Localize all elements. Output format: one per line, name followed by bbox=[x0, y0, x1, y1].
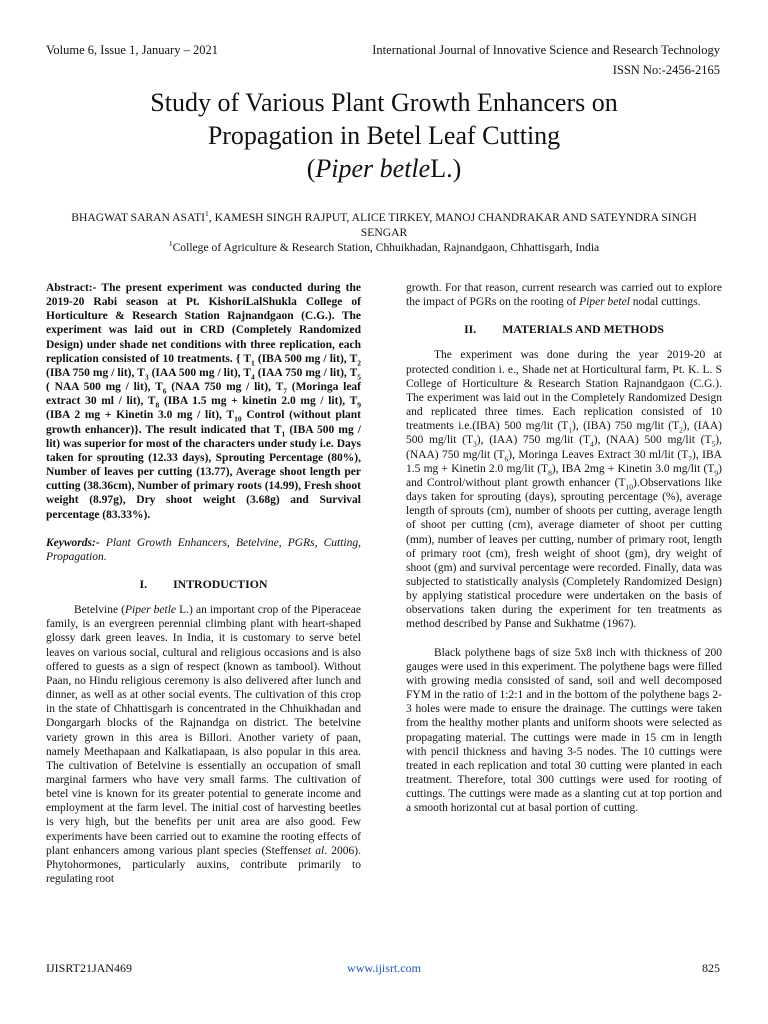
issn: ISSN No:-2456-2165 bbox=[612, 63, 720, 77]
journal-website-link[interactable]: www.ijisrt.com bbox=[347, 961, 421, 975]
journal-name: International Journal of Innovative Science and Research Technology bbox=[372, 43, 720, 57]
title-line-3: (Piper betleL.) bbox=[306, 154, 462, 183]
paper-title bbox=[40, 86, 728, 185]
methods-paragraph-2: Black polythene bags of size 5x8 inch with thickness of 200 gauges were used in this experiment. The polythene bags were filled with growing media consisted of sand, soil and well decomposed FYM in the ratio of 1:2:1 and in the bottom of the polythene bags 2-3 holes were made to ensure the drainage. The cuttings were taken from the healthy mother plants and uniform shoots were selected as propagating material. The cuttings were made in 15 cm in length with pencil thickness and having 3-5 nodes. The 10 cuttings were treated in each replication and total 30 cutting were planted in each treatment. Therefore, total 300 cuttings were used for rooting of cuttings. The cuttings were made as a slanting cut at top portion and a smooth horizontal cut at basal portion of cutting. bbox=[406, 646, 722, 815]
title-species: Piper betle bbox=[315, 154, 431, 183]
introduction-paragraph: Betelvine (Piper betle L.) an important crop of the Piperaceae family, is an evergreen perennial climbing plant with heart-shaped glossy dark green leaves. In India, it is customary to serve betel leaves on various social, cultural and religious occasions and is also offered to guests as a sign of respect (known as tambool). Without Paan, no Hindu religious ceremony is also delivered after lunch and dinner, as well as at other social events. The cultivation of this crop in the state of Chhattisgarh is concentrated in the Chhuikhadan and Dongargarh blocks of the Rajnandga on district. The betelvine variety grown in this area is Billori. Another variety of paan, namely Meethapaan and Kalkatiapaan, is also popular in this area. The cultivation of Betelvine is essentially an occupation of small marginal farmers who have very small farms. The cultivation of betel vine is known for its greater potential to generate income and employment at the farm level. The initial cost of harvesting beetles is very high, but the benefits per unit area are also good. Few experiments have been carried out to examine the rooting effects of plant enhancers among various plant species (Steffenset al. 2006). Phytohormones, particularly auxins, contribute primarily to regulating root bbox=[46, 604, 361, 886]
page-number: 825 bbox=[702, 961, 720, 975]
title-line-2: Propagation in Betel Leaf Cutting bbox=[207, 121, 561, 150]
affiliation: $^1$College of Agriculture & Research Station, Chhuikhadan, Rajnandgaon, Chhattisgarh, India bbox=[168, 239, 600, 254]
section-heading-materials-methods: II. MATERIALS AND METHODS bbox=[464, 322, 664, 337]
abstract: Abstract:- The present experiment was conducted during the 2019-20 Rabi season at Pt. KishoriLalShukla College of Horticulture & Research Station Rajnandgaon (C.G.). The experiment was laid out in CRD (Completely Randomized Design) under shade net conditions with three replication, each replication consisted of 10 treatments. { $T_1$ (IBA 500 mg / lit), $T_2$ (IBA 750 mg / lit), $T_3$ (IAA 500 mg / lit), $T_4$ (IAA 750 mg / lit), $T_5$ ( NAA 500 mg / lit), $T_6$ (NAA 750 mg / lit), $T_7$ (Moringa leaf extract 30 ml / lit), $T_8$ (IBA 1.5 mg + kinetin 2.0 mg / lit), $T_9$ (IBA 2 mg + Kinetin 3.0 mg / lit), $T_{10}$ Control (without plant growth enhancer)}. The result indicated that $T_1$ (IBA 500 mg / lit) was superior for most of the characters under study i.e. Days taken for sprouting (12.33 days), Sprouting Percentage (80%), Number of leaves per cutting (13.77), Average shoot length per cutting (38.36cm), Number of primary roots (14.99), Fresh shoot weight (8.97g), Dry shoot weight (3.68g) and Survival percentage (83.33%). bbox=[46, 282, 361, 521]
volume-issue: Volume 6, Issue 1, January – 2021 bbox=[46, 43, 218, 57]
paper-id: IJISRT21JAN469 bbox=[46, 961, 132, 975]
right-column bbox=[406, 281, 722, 815]
introduction-continued: growth. For that reason, current research was carried out to explore the impact of PGRs on the rooting of Piper betel nodal cuttings. bbox=[406, 282, 722, 309]
section-heading-introduction: I. INTRODUCTION bbox=[139, 576, 268, 591]
left-column bbox=[46, 281, 361, 886]
title-line-1: Study of Various Plant Growth Enhancers on bbox=[150, 88, 618, 117]
methods-paragraph-1: The experiment was done during the year 2019-20 at protected condition i. e., Shade net at Horticultural farm, Pt. K. L. S College of Horticulture & Research Station Rajnandgaon (C.G.). The experiment was laid out in the Completely Randomized Design and replicated three times. Each replication consisted of 10 treatments i.e.(IBA) 500 mg/lit $(T_1)$, (IBA) 750 mg/lit $(T_2)$, (IAA) 500 mg/lit $(T_3)$, (IAA) 750 mg/lit $(T_4)$, (NAA) 500 mg/lit $(T_5)$, (NAA) 750 mg/lit $(T_6)$, Moringa Leaves Extract 30 ml/lit $(T_7)$, IBA 1.5 mg + Kinetin 2.0 mg/lit $(T_8)$, IBA 2mg + Kinetin 3.0 mg/lit $(T_9)$ and Control/without plant growth enhancer $(T_{10}).Observations$ like days taken for sprouting (days), sprouting percentage (%), average length of sprouts (cm), number of shoots per cutting, average length of shoot per cutting (cm), average diameter of shoot per cutting (mm), number of leaves per cutting, number of primary root, length of primary root (cm), fresh weight of shoot (gm), dry weight of shoot (gm) and survival percentage were recorded. Finally, data was subjected to statistically analysis (Completely Randomized Design) by applying statistical procedure were undertaken on the basis of observations taken during the experiment for ten treatments as method described by Panse and Sukhatme (1967). bbox=[406, 349, 722, 631]
keywords: Keywords:- Plant Growth Enhancers, Betelvine, PGRs, Cutting, Propagation. bbox=[46, 536, 361, 563]
author-list: BHAGWAT SARAN ASATI$^1$, KAMESH SINGH RAJPUT, ALICE TIRKEY, MANOJ CHANDRAKAR AND SATEYNDRA SINGH SENGAR bbox=[71, 209, 697, 239]
